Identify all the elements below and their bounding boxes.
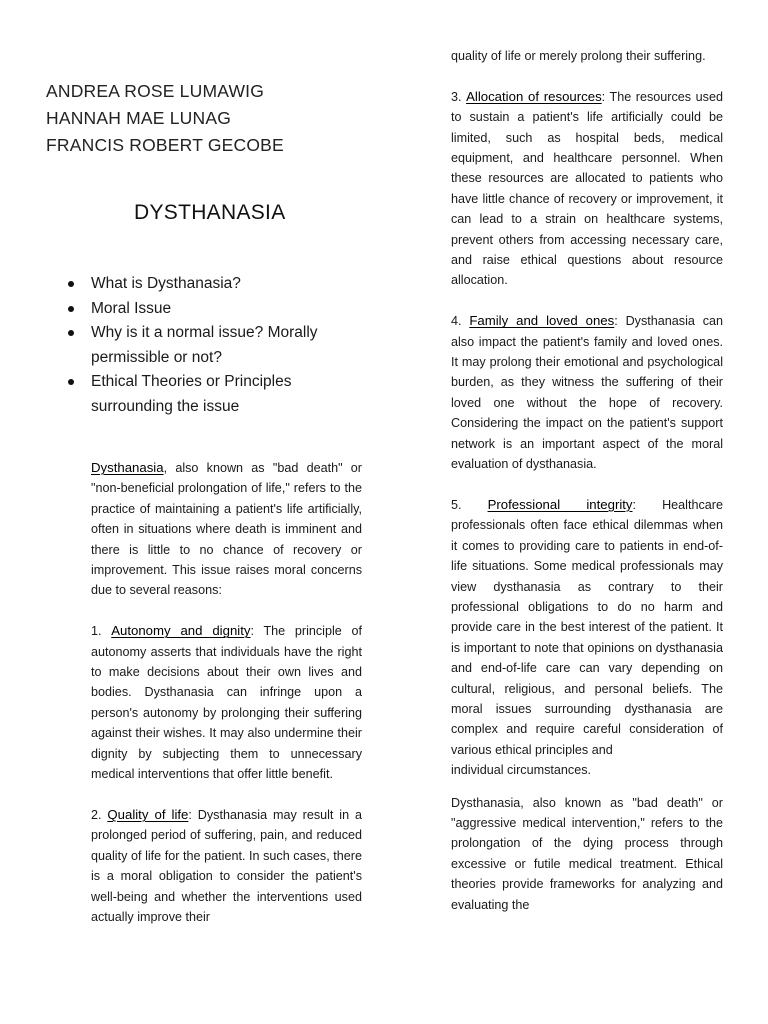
outline-list (46, 272, 346, 419)
right-body-text (451, 46, 723, 915)
reason-paragraph: 2. Quality of life: Dysthanasia may result in a prolonged period of suffering, pain, and reduced quality of life for the patient. In such cases, there is a moral obligation to consider the patient's well-being and whether the interventions used actually improve their (91, 806, 362, 924)
closing-paragraph: Dysthanasia, also known as "bad death" or "aggressive medical intervention," refers to the prolongation of the dying process through excessive or futile medical treatment. Ethical theories provide frameworks for analyzing and evaluating the (451, 795, 723, 912)
reason-paragraph: 4. Family and loved ones: Dysthanasia can also impact the patient's family and loved ones. It may prolong their emotional and psychological burden, as they witness the suffering of their loved one without the hope of recovery. Considering the impact on the patient's support network is an important aspect of the moral evaluation of dysthanasia. (451, 313, 723, 472)
outline-item: Ethical Theories or Principles surrounding the issue (46, 370, 346, 419)
intro-paragraph: Dysthanasia, also known as "bad death" or "non-beneficial prolongation of life," refers to the practice of maintaining a patient's life artificially, often in situations where death is imminent and there is little to no chance of recovery or improvement. This issue raises moral concerns due to several reasons: (91, 460, 362, 598)
reason-paragraph: 1. Autonomy and dignity: The principle of autonomy asserts that individuals have the right to make decisions about their own lives and bodies. Dysthanasia can infringe upon a person's autonomy by prolonging their suffering against their wishes. It may also undermine their dignity by subjecting them to unnecessary medical interventions that offer little benefit. (91, 623, 362, 782)
reason-continuation: quality of life or merely prolong their suffering. (451, 49, 706, 63)
document-title: DYSTHANASIA (134, 201, 286, 224)
reason-tail: individual circumstances. (451, 763, 591, 778)
reason-term: Family and loved ones (469, 313, 615, 329)
outline-item: Why is it a normal issue? Morally permissible or not? (46, 321, 346, 370)
left-body-text (91, 458, 362, 927)
bullet-icon (68, 330, 74, 336)
author-name: FRANCIS ROBERT GECOBE (46, 135, 284, 155)
reason-paragraph: 3. Allocation of resources: The resources used to sustain a patient's life artificially could be limited, such as hospital beds, medical equipment, and healthcare personnel. When these resources are allocated to patients who have little chance of recovery or improvement, it can lead to a strain on healthcare systems, prevent others from accessing necessary care, and raise ethical questions about resource allocation. (451, 88, 723, 288)
reason-term: Quality of life (107, 806, 189, 822)
reason-paragraph: 5. Professional integrity: Healthcare professionals often face ethical dilemmas when it comes to providing care to patients in end-of-life situations. Some medical professionals may view dysthanasia as contrary to their professional obligations to do no harm and provide care in the best interest of the patient. It is important to note that opinions on dysthanasia and end-of-life care can vary depending on cultural, religious, and personal beliefs. The moral issues surrounding dysthanasia are complex and require careful consideration of various ethical principles and (451, 496, 723, 757)
bullet-icon (68, 281, 74, 287)
intro-term: Dysthanasia (91, 460, 164, 475)
author-name: HANNAH MAE LUNAG (46, 108, 232, 128)
reason-term: Autonomy and dignity (111, 623, 251, 639)
bullet-icon (68, 379, 74, 385)
outline-item: Moral Issue (46, 297, 346, 322)
outline-item: What is Dysthanasia? (46, 272, 346, 297)
reason-term: Professional integrity (487, 496, 633, 512)
reason-term: Allocation of resources (466, 88, 602, 104)
author-list (46, 78, 284, 159)
bullet-icon (68, 306, 74, 312)
author-name: ANDREA ROSE LUMAWIG (46, 81, 265, 101)
